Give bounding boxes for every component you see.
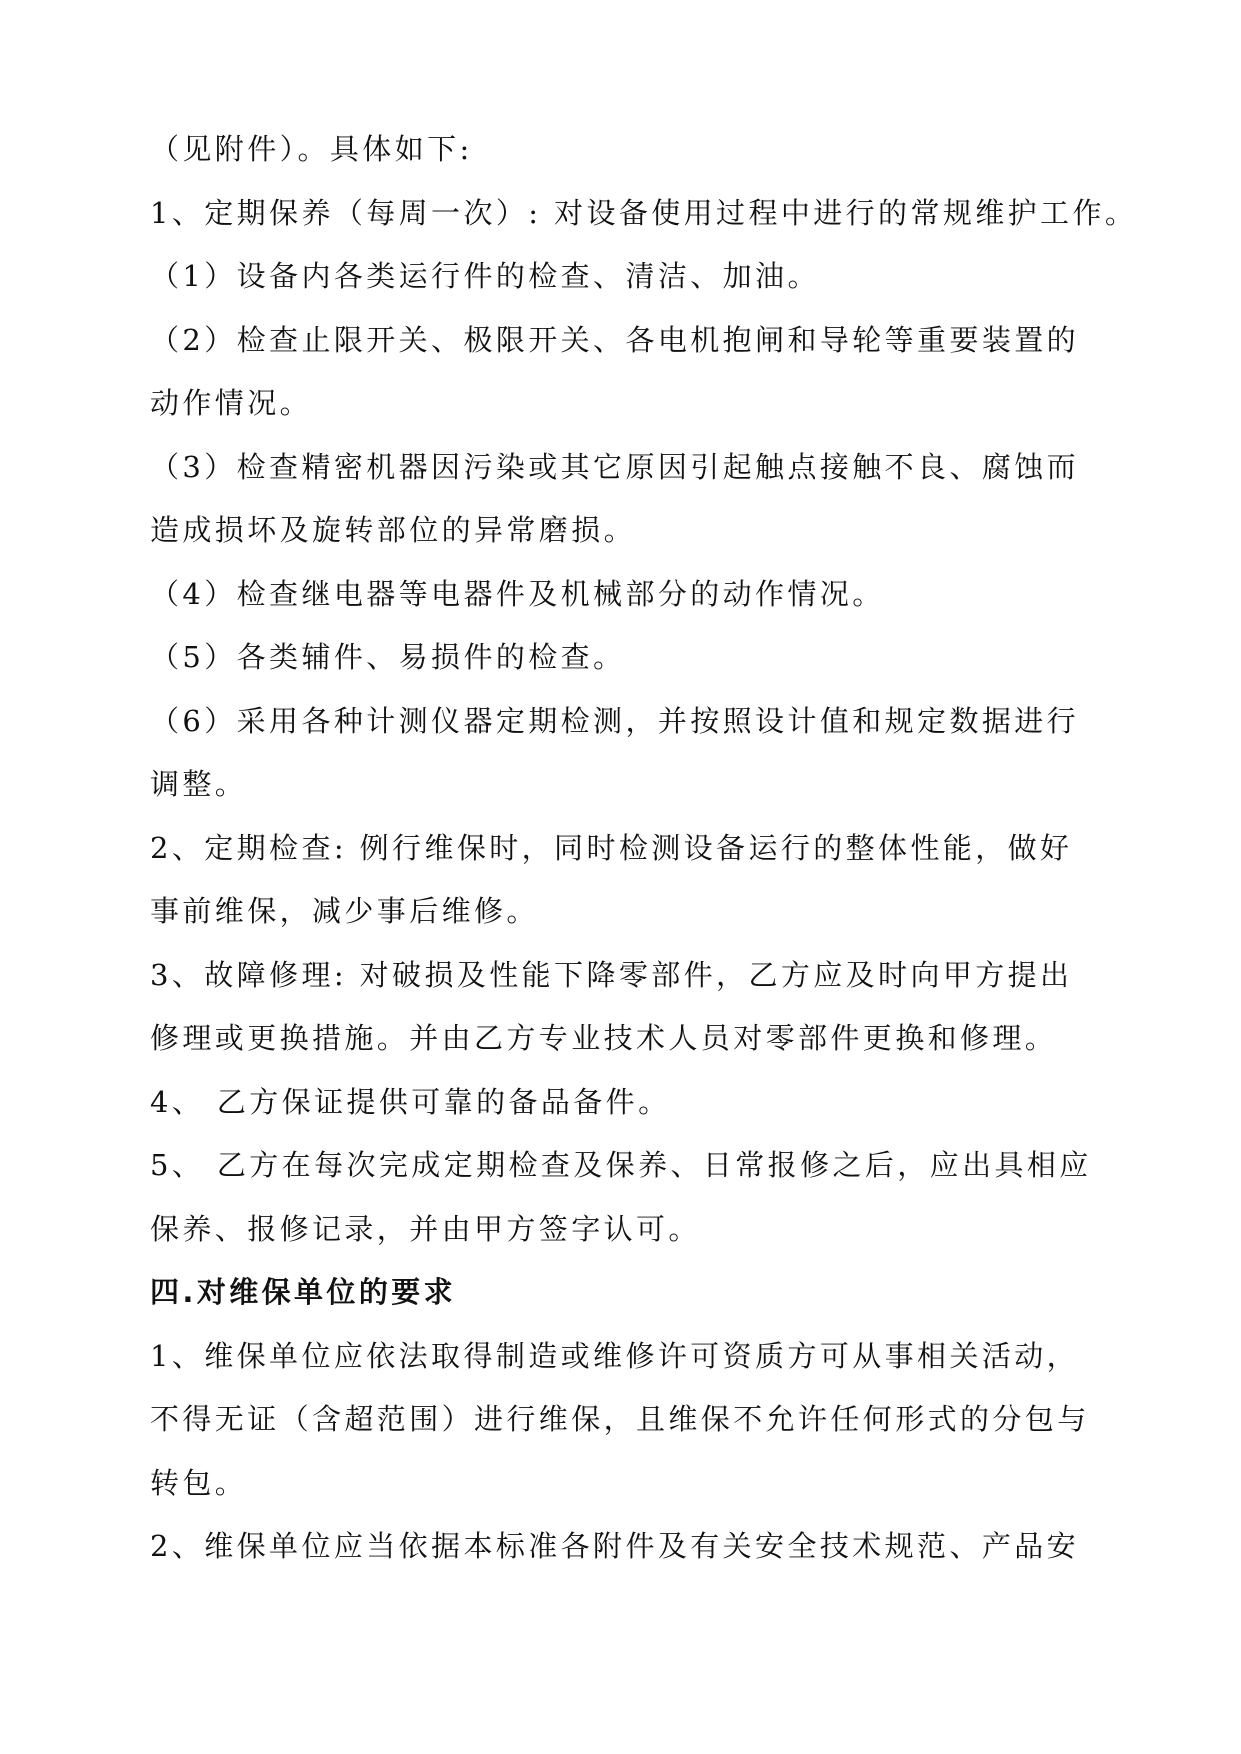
text-line: 修理或更换措施。并由乙方专业技术人员对零部件更换和修理。 bbox=[150, 1021, 1058, 1055]
section-heading: 四.对维保单位的要求 bbox=[150, 1275, 457, 1309]
document-page bbox=[150, 118, 1138, 1579]
text-line: 3、故障修理: 对破损及性能下降零部件，乙方应及时向甲方提出 bbox=[150, 957, 1073, 992]
text-line: 4、 乙方保证提供可靠的备品备件。 bbox=[150, 1084, 671, 1119]
text-line: （2）检查止限开关、极限开关、各电机抱闸和导轮等重要装置的 bbox=[150, 322, 1080, 357]
text-line: （3）检查精密机器因污染或其它原因引起触点接触不良、腐蚀而 bbox=[150, 449, 1080, 484]
text-line: （4）检查继电器等电器件及机械部分的动作情况。 bbox=[150, 576, 885, 611]
text-line: 2、定期检查: 例行维保时，同时检测设备运行的整体性能，做好 bbox=[150, 830, 1073, 865]
text-line: 事前维保，减少事后维修。 bbox=[150, 894, 539, 928]
text-line: 调整。 bbox=[150, 767, 248, 801]
text-line: （1）设备内各类运行件的检查、清洁、加油。 bbox=[150, 259, 820, 293]
text-line: 1、定期保养（每周一次）: 对设备使用过程中进行的常规维护工作。 bbox=[150, 195, 1138, 230]
text-line: 转包。 bbox=[150, 1465, 248, 1500]
text-line: 动作情况。 bbox=[150, 386, 313, 420]
text-line: 不得无证（含超范围）进行维保，且维保不允许任何形式的分包与 bbox=[150, 1402, 1090, 1436]
text-line: （见附件）。具体如下: bbox=[150, 132, 473, 166]
text-line: 5、 乙方在每次完成定期检查及保养、日常报修之后，应出具相应 bbox=[150, 1148, 1092, 1182]
text-line: 2、维保单位应当依据本标准各附件及有关安全技术规范、产品安 bbox=[150, 1529, 1080, 1563]
text-line: （5）各类辅件、易损件的检查。 bbox=[150, 640, 626, 674]
text-line: （6）采用各种计测仪器定期检测，并按照设计值和规定数据进行 bbox=[150, 703, 1080, 738]
text-line: 保养、报修记录，并由甲方签字认可。 bbox=[150, 1211, 701, 1246]
text-line: 造成损坏及旋转部位的异常磨损。 bbox=[150, 513, 637, 547]
text-line: 1、维保单位应依法取得制造或维修许可资质方可从事相关活动， bbox=[150, 1338, 1080, 1373]
